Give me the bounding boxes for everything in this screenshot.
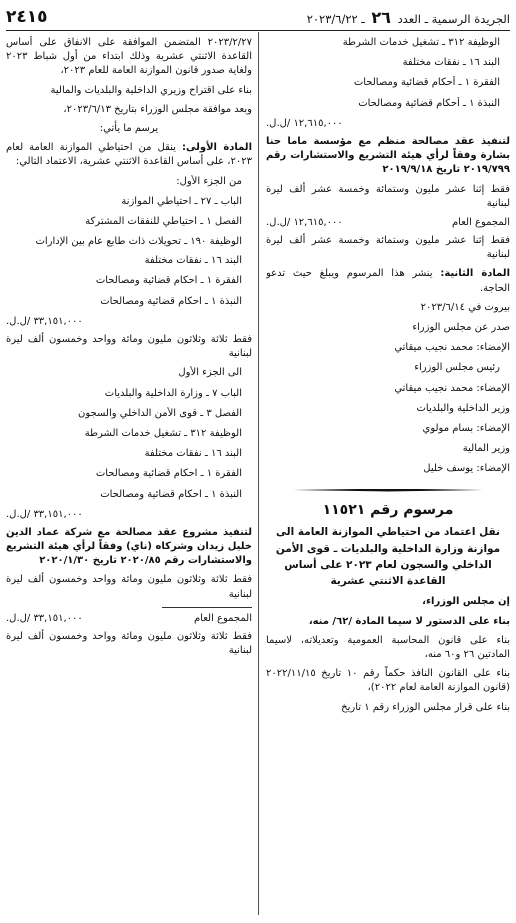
budget-line: البند ١٦ ـ نفقات مختلفة [144, 255, 242, 267]
left-column [6, 36, 252, 917]
total-row [6, 612, 252, 626]
budget-line: الفقرة ١ ـ احكام قضائية ومصالحات [95, 468, 242, 480]
budget-line: النبذة ١ ـ احكام قضائية ومصالحات [100, 488, 242, 500]
budget-line: النبذة ١ ـ أحكام قضائية ومصالحات [358, 97, 500, 109]
budget-line: النبذة ١ ـ احكام قضائية ومصالحات [100, 295, 242, 307]
preamble-text: بناء على قرار مجلس الوزراء رقم ١ تاريخ [341, 701, 510, 713]
place-date: بيروت في ٢٠٢٣/٦/١٤ [420, 301, 510, 313]
budget-line: الوظيفة ١٩٠ ـ تحويلات ذات طابع عام بين الإدارات [35, 236, 242, 248]
budget-line: البند ١٦ ـ نفقات مختلفة [402, 57, 500, 69]
amount-in-words: فقط ثلاثة وثلاثون مليون ومائة وواحد وخمسون ألف ليرة لبنانية [6, 631, 252, 657]
total-label: المجموع العام [193, 612, 252, 624]
page-header [6, 6, 510, 28]
right-column [266, 36, 510, 917]
header-title-block: الجريدة الرسمية ـ العدد ٢٦ ـ ٢٠٢٣/٦/٢٢ [306, 7, 510, 27]
budget-line: الفقرة ١ ـ احكام قضائية ومصالحات [95, 275, 242, 287]
total-amount: ١٢,٦١٥,٠٠٠ /ل.ل. [266, 216, 343, 228]
part-heading: الى الجزء الأول [178, 367, 242, 379]
signature: الإمضاء: يوسف خليل [423, 463, 510, 475]
budget-line: الفصل ٣ ـ قوى الأمن الداخلي والسجون [78, 407, 242, 419]
preamble-text: وبعد موافقة مجلس الوزراء بتاريخ ٢٠٢٣/٦/١٣، [63, 103, 252, 115]
decree-formula: يرسم ما يأتي: [99, 122, 159, 134]
article-label: المادة الثانية: [440, 268, 510, 280]
purpose-text: لتنفيذ عقد مصالحة منظم مع مؤسسة ماما حنا بشارة وفقاً لرأي هيئة التشريع والاستشارات رقم ٢٠١٩/٧٩٩ تاريخ ٢٠١٩/٩/١٨ [266, 135, 510, 176]
article-two [266, 267, 510, 295]
decorative-divider [293, 485, 483, 495]
total-row [266, 216, 510, 230]
amount-in-words: فقط ثلاثة وثلاثون مليون ومائة وواحد وخمسون ألف ليرة لبنانية [6, 334, 252, 360]
council-line: إن مجلس الوزراء، [422, 596, 510, 608]
budget-line: الفصل ١ ـ احتياطي للنفقات المشتركة [85, 215, 242, 227]
page-number: ٢٤١٥ [6, 7, 48, 27]
budget-line: البند ١٦ ـ نفقات مختلفة [144, 448, 242, 460]
budget-line: الفقرة ١ ـ أحكام قضائية ومصالحات [353, 77, 500, 89]
issued-by: صدر عن مجلس الوزراء [412, 322, 510, 333]
pm-title: رئيس مجلس الوزراء [414, 362, 500, 374]
decree-subject: نقل اعتماد من احتياطي الموازنة العامة الى موازنة وزارة الداخلية والبلديات ـ قوى الأمن الداخلي والسجون لعام ٢٠٢٣ على أساس القاعدة الاثنتي عشرية [275, 526, 501, 588]
preamble-text: بناء على الدستور لا سيما المادة /٦٢/ منه، [308, 615, 510, 627]
preamble-text: بناء على القانون النافذ حكماً رقم ١٠ تاريخ ٢٠٢٢/١١/١٥ (قانون الموازنة العامة لعام ٢٠٢٢)، [266, 668, 510, 694]
preamble-text: بناء على اقتراح وزيري الداخلية والبلديات والمالية [50, 84, 252, 96]
amount-in-words: فقط إثنا عشر مليون وستمائة وخمسة عشر ألف ليرة لبنانية [266, 183, 510, 209]
budget-line: الوظيفة ٣١٢ ـ تشغيل خدمات الشرطة [84, 427, 242, 439]
signature: الإمضاء: محمد نجيب ميقاتي [394, 342, 510, 354]
preamble-text: ٢٠٢٣/٢/٢٧ المتضمن الموافقة على الانفاق على أساس القاعدة الاثنتي عشرية وذلك ابتداء من أول شباط ٢٠٢٣ ولغاية صدور قانون الموازنة العامة للعام ٢٠٢٣، [6, 37, 252, 77]
minister-title: وزير المالية [462, 443, 510, 455]
total-label: المجموع العام [451, 216, 510, 228]
amount: ٣٣,١٥١,٠٠٠ /ل.ل. [6, 508, 83, 520]
total-amount: ٣٣,١٥١,٠٠٠ /ل.ل. [6, 612, 83, 624]
preamble-text: بناء على قانون المحاسبة العمومية وتعديلاته، لاسيما المادتين ٢٦ و٦٠ منه، [266, 634, 510, 660]
budget-line: الباب ٧ ـ وزارة الداخلية والبلديات [104, 387, 242, 399]
article-text: ينشر هذا المرسوم ويبلغ حيث تدعو الحاجة. [266, 268, 510, 294]
amount-in-words: فقط ثلاثة وثلاثون مليون ومائة وواحد وخمسون ألف ليرة لبنانية [6, 574, 252, 600]
header-rule [6, 30, 510, 31]
part-heading: من الجزء الأول: [176, 175, 242, 187]
amount-in-words: فقط إثنا عشر مليون وستمائة وخمسة عشر ألف ليرة لبنانية [266, 235, 510, 261]
budget-line: الباب ـ ٢٧ ـ احتياطي الموازنة [121, 195, 242, 207]
issue-number: ٢٦ [371, 7, 391, 27]
total-rule [162, 607, 252, 608]
amount: ١٢,٦١٥,٠٠٠ /ل.ل. [266, 117, 343, 129]
budget-line: الوظيفة ٣١٢ ـ تشغيل خدمات الشرطة [342, 37, 500, 48]
header-date: ٢٠٢٣/٦/٢٢ [306, 11, 358, 26]
minister-title: وزير الداخلية والبلديات [416, 402, 510, 414]
header-title: الجريدة الرسمية ـ العدد [397, 11, 510, 26]
column-divider [258, 32, 259, 915]
amount: ٣٣,١٥١,٠٠٠ /ل.ل. [6, 315, 83, 327]
decree-title: مرسوم رقم ١١٥٢١ [322, 501, 454, 518]
signature: الإمضاء: بسام مولوي [422, 422, 510, 434]
purpose-text: لتنفيذ مشروع عقد مصالحة مع شركة عماد الدين خليل زيدان وشركاه (ناي) وفقاً لرأي هيئة التشريع والاستشارات رقم ٢٠٢٠/٨٥ تاريخ ٢٠٢٠/١/٣٠ [6, 526, 252, 567]
article-label: المادة الأولى: [182, 142, 252, 154]
article-one [6, 141, 252, 169]
article-text: ينقل من احتياطي الموازنة العامة لعام ٢٠٢٣، على أساس القاعدة الاثنتي عشرية، الاعتماد التالي: [6, 142, 252, 168]
signature: الإمضاء: محمد نجيب ميقاتي [394, 382, 510, 394]
